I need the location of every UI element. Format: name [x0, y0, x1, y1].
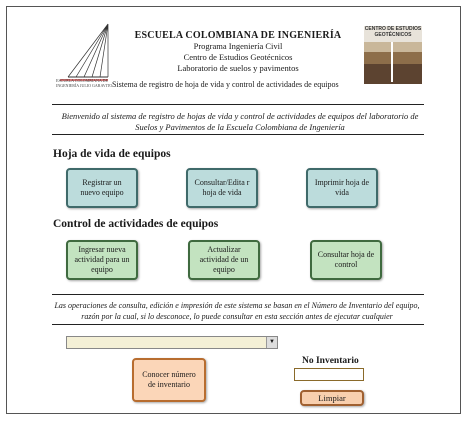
geotechnical-center-logo — [364, 26, 422, 84]
school-logo-icon — [58, 22, 110, 82]
soil-layers-icon — [364, 42, 422, 84]
divider — [52, 294, 424, 295]
center-name: Centro de Estudios Geotécnicos — [183, 52, 293, 62]
consult-edit-cv-button[interactable]: Consultar/Edita r hoja de vida — [186, 168, 258, 208]
divider — [52, 134, 424, 135]
add-activity-button[interactable]: Ingresar nueva actividad para un equipo — [66, 240, 138, 280]
clear-button[interactable]: Limpiar — [300, 390, 364, 406]
inventory-number-input[interactable] — [294, 368, 364, 381]
chevron-down-icon[interactable]: ▼ — [266, 337, 277, 348]
control-section-title: Control de actividades de equipos — [53, 218, 219, 230]
know-inventory-button[interactable]: Conocer número de inventario — [132, 358, 206, 402]
geotechnical-logo-title: CENTRO DE ESTUDIOS GEOTÉCNICOS — [364, 26, 422, 42]
lab-name: Laboratorio de suelos y pavimentos — [177, 63, 299, 73]
school-name: ESCUELA COLOMBIANA DE INGENIERÍA — [134, 30, 342, 41]
school-logo-caption: ESCUELA COLOMBIANA DE INGENIERÍA JULIO GARAVITO — [56, 78, 113, 88]
inventory-label: No Inventario — [302, 356, 359, 366]
consult-control-button[interactable]: Consultar hoja de control — [310, 240, 382, 280]
cv-section-title: Hoja de vida de equipos — [53, 148, 171, 160]
program-name: Programa Ingeniería Civil — [193, 41, 283, 51]
system-title: Sistema de registro de hoja de vida y control de actividades de equipos — [112, 80, 339, 89]
welcome-text: Bienvenido al sistema de registro de hojas de vida y control de actividades de equipos del laboratorio de Suelos y Pavimentos de la Escuela Colombiana de Ingeniería — [61, 111, 419, 132]
divider — [52, 104, 424, 105]
inventory-combo[interactable] — [66, 336, 278, 349]
header — [118, 30, 358, 74]
notice-text: Las operaciones de consulta, edición e impresión de este sistema se basan en el Número de Inventario del equipo, razón por la cual, si lo desconoce, lo puede consultar en esta sección antes de ejecutar cualquier — [54, 301, 420, 321]
register-equipment-button[interactable]: Registrar un nuevo equipo — [66, 168, 138, 208]
print-cv-button[interactable]: Imprimir hoja de vida — [306, 168, 378, 208]
update-activity-button[interactable]: Actualizar actividad de un equipo — [188, 240, 260, 280]
divider — [52, 324, 424, 325]
